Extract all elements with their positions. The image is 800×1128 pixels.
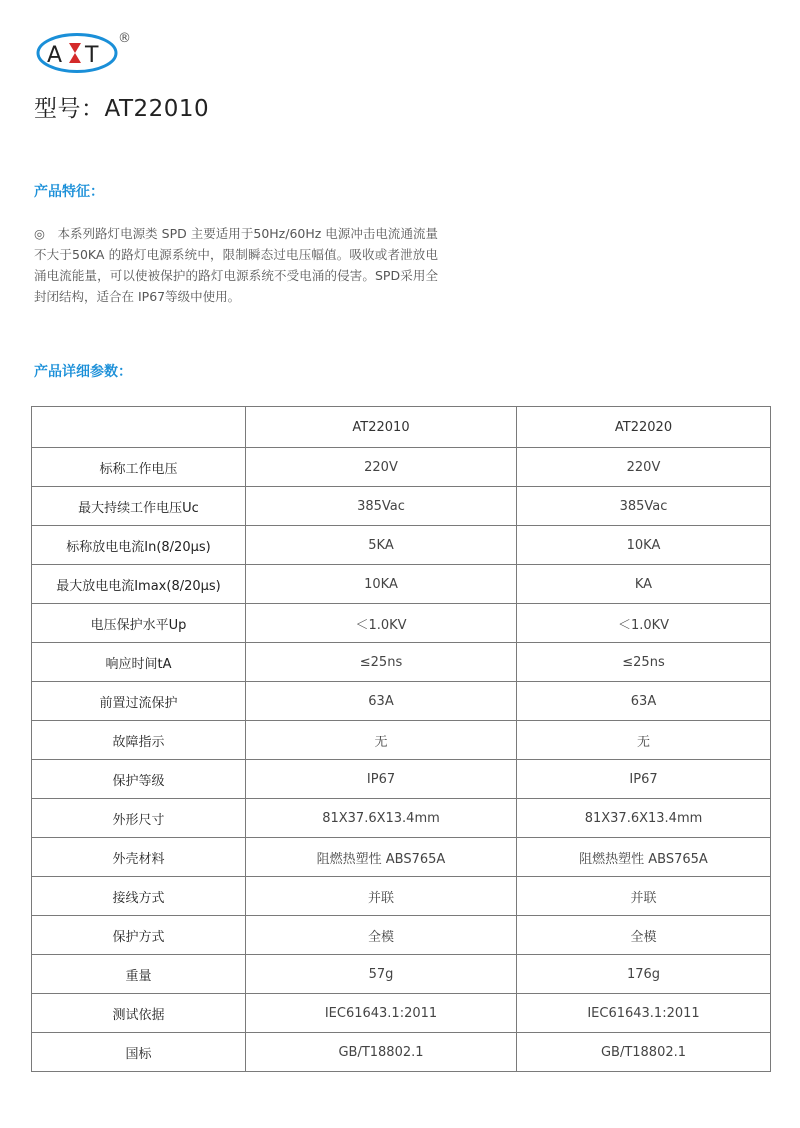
table-row: [32, 604, 771, 643]
value-model-1: 全模: [246, 916, 517, 955]
header-cell-model-2: AT22020: [517, 407, 771, 448]
value-model-2: IP67: [517, 760, 771, 799]
value-model-1: 81X37.6X13.4mm: [246, 799, 517, 838]
param-label: 标称放电电流In(8/20μs): [32, 526, 246, 565]
value-model-2: 阻燃热塑性 ABS765A: [517, 838, 771, 877]
logo-letter-a: A: [47, 43, 63, 68]
param-label: 测试依据: [32, 994, 246, 1033]
table-row: [32, 487, 771, 526]
table-row: [32, 526, 771, 565]
value-model-1: ＜1.0KV: [246, 604, 517, 643]
param-label: 故障指示: [32, 721, 246, 760]
param-label: 前置过流保护: [32, 682, 246, 721]
value-model-2: 10KA: [517, 526, 771, 565]
param-label: 外壳材料: [32, 838, 246, 877]
value-model-2: 220V: [517, 448, 771, 487]
value-model-2: KA: [517, 565, 771, 604]
value-model-1: ≤25ns: [246, 643, 517, 682]
value-model-1: 220V: [246, 448, 517, 487]
param-label: 重量: [32, 955, 246, 994]
page-title: 型号：AT22010: [34, 96, 210, 122]
table-row: [32, 838, 771, 877]
param-label: 最大持续工作电压Uc: [32, 487, 246, 526]
table-header-row: [32, 407, 771, 448]
table-row: [32, 1033, 771, 1072]
param-label: 保护等级: [32, 760, 246, 799]
value-model-1: 5KA: [246, 526, 517, 565]
value-model-1: 并联: [246, 877, 517, 916]
value-model-2: 全模: [517, 916, 771, 955]
value-model-2: ≤25ns: [517, 643, 771, 682]
features-heading: 产品特征：: [34, 184, 104, 200]
table-row: [32, 994, 771, 1033]
table-row: [32, 448, 771, 487]
value-model-1: 无: [246, 721, 517, 760]
registered-mark: ®: [118, 31, 131, 46]
value-model-1: IP67: [246, 760, 517, 799]
value-model-2: 并联: [517, 877, 771, 916]
features-description: ◎ 本系列路灯电源类 SPD 主要适用于50Hz/60Hz 电源冲击电流通流量不大于50KA 的路灯电源系统中，限制瞬态过电压幅值。吸收或者泄放电涌电流能量，可以使被保护的路灯电源系统不受电涌的侵害。SPD采用全封闭结构，适合在 IP67等级中使用。: [34, 226, 438, 304]
param-label: 接线方式: [32, 877, 246, 916]
value-model-2: 无: [517, 721, 771, 760]
value-model-1: 10KA: [246, 565, 517, 604]
brand-logo: [36, 32, 118, 74]
param-label: 最大放电电流Imax(8/20μs): [32, 565, 246, 604]
table-row: [32, 877, 771, 916]
brand-logo-mark: [36, 32, 118, 74]
logo-letter-t: T: [85, 43, 99, 68]
header-cell-model-1: AT22010: [246, 407, 517, 448]
value-model-2: 63A: [517, 682, 771, 721]
value-model-1: 385Vac: [246, 487, 517, 526]
value-model-1: 57g: [246, 955, 517, 994]
param-label: 国标: [32, 1033, 246, 1072]
value-model-1: 阻燃热塑性 ABS765A: [246, 838, 517, 877]
value-model-2: ＜1.0KV: [517, 604, 771, 643]
param-label: 电压保护水平Up: [32, 604, 246, 643]
logo-hourglass-icon: [69, 43, 81, 63]
param-label: 响应时间tA: [32, 643, 246, 682]
header-cell-label: [32, 407, 246, 448]
table-row: [32, 643, 771, 682]
value-model-1: GB/T18802.1: [246, 1033, 517, 1072]
table-row: [32, 955, 771, 994]
value-model-2: 385Vac: [517, 487, 771, 526]
value-model-1: 63A: [246, 682, 517, 721]
table-row: [32, 916, 771, 955]
table-row: [32, 721, 771, 760]
table-row: [32, 760, 771, 799]
spec-table: [31, 406, 771, 1072]
table-row: [32, 565, 771, 604]
table-row: [32, 799, 771, 838]
value-model-2: 176g: [517, 955, 771, 994]
value-model-2: IEC61643.1:2011: [517, 994, 771, 1033]
value-model-1: IEC61643.1:2011: [246, 994, 517, 1033]
value-model-2: GB/T18802.1: [517, 1033, 771, 1072]
param-label: 保护方式: [32, 916, 246, 955]
params-heading: 产品详细参数：: [34, 364, 132, 380]
value-model-2: 81X37.6X13.4mm: [517, 799, 771, 838]
param-label: 外形尺寸: [32, 799, 246, 838]
table-row: [32, 682, 771, 721]
param-label: 标称工作电压: [32, 448, 246, 487]
